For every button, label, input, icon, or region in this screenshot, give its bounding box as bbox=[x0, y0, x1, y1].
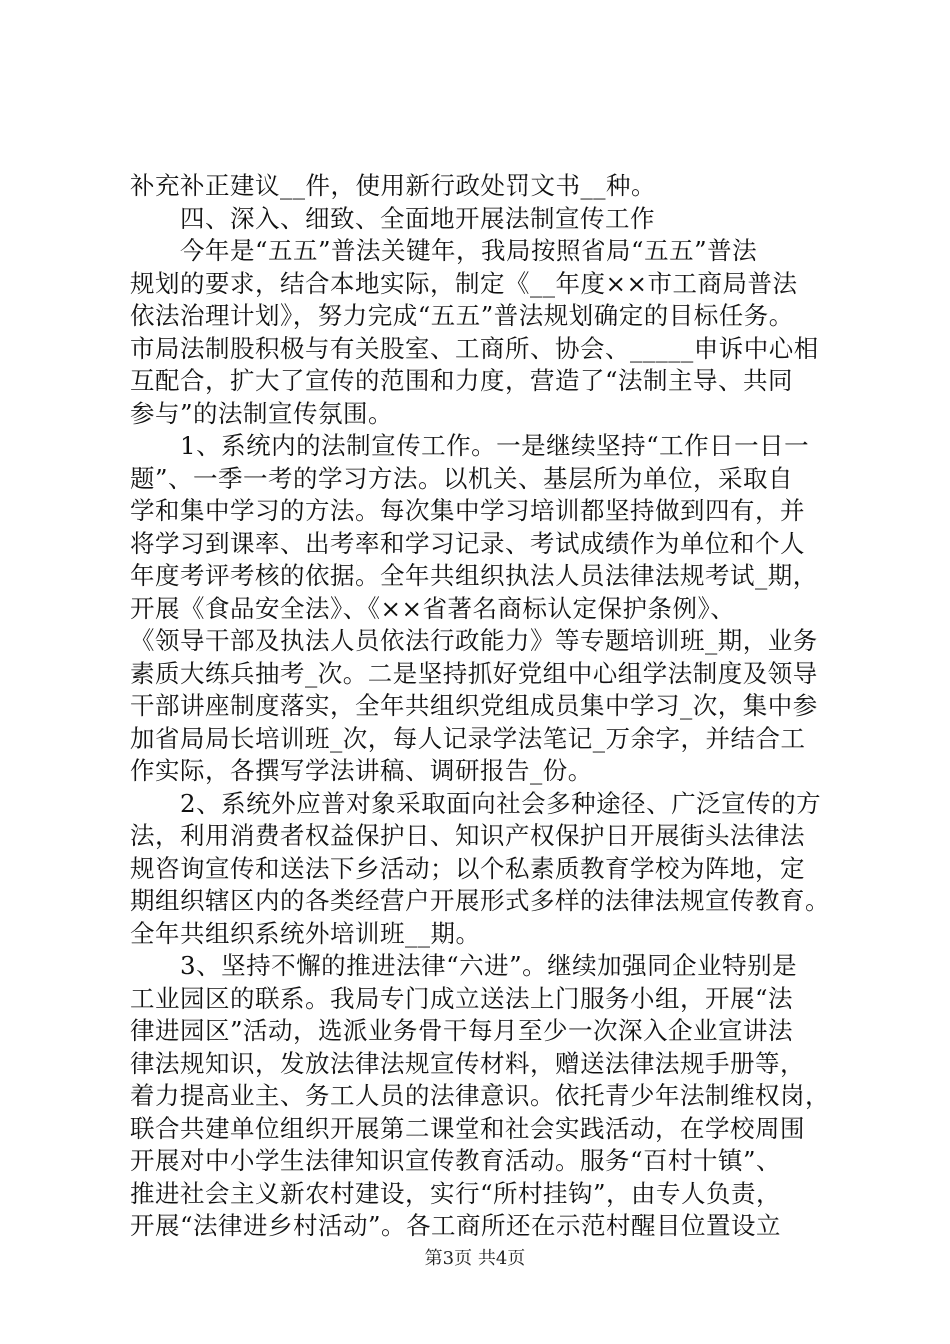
text-line: 规划的要求，结合本地实际，制定《__年度××市工商局普法 bbox=[130, 268, 798, 298]
text-line: 律进园区”活动，选派业务骨干每月至少一次深入企业宣讲法 bbox=[130, 1016, 794, 1045]
text-line: 参与”的法制宣传氛围。 bbox=[130, 398, 394, 428]
document-body bbox=[130, 170, 845, 1243]
text-line: 四、深入、细致、全面地开展法制宣传工作 bbox=[180, 203, 655, 233]
text-line: 开展《食品安全法》、《××省著名商标认定保护条例》、 bbox=[130, 593, 736, 623]
text-line: 全年共组织系统外培训班__期。 bbox=[130, 918, 481, 948]
text-line: 互配合，扩大了宣传的范围和力度，营造了“法制主导、共同 bbox=[130, 366, 794, 395]
text-line: 题”、一季一考的学习方法。以机关、基层所为单位，采取自 bbox=[130, 463, 794, 493]
text-line: 联合共建单位组织开展第二课堂和社会实践活动，在学校周围 bbox=[130, 1113, 805, 1143]
text-line: 《领导干部及执法人员依法行政能力》等专题培训班_期，业务 bbox=[130, 626, 818, 655]
text-line: 律法规知识，发放法律法规宣传材料，赠送法律法规手册等， bbox=[130, 1048, 805, 1078]
text-line: 工业园区的联系。我局专门成立送法上门服务小组，开展“法 bbox=[130, 983, 794, 1013]
text-line: 作实际，各撰写学法讲稿、调研报告_份。 bbox=[130, 756, 593, 785]
text-line: 期组织辖区内的各类经营户开展形式多样的法律法规宣传教育。 bbox=[130, 886, 830, 915]
text-line: 着力提高业主、务工人员的法律意识。依托青少年法制维权岗， bbox=[130, 1081, 830, 1110]
page-number-label: 第3页 共4页 bbox=[424, 1248, 526, 1269]
text-line: 法，利用消费者权益保护日、知识产权保护日开展街头法律法 bbox=[130, 821, 805, 850]
page-footer bbox=[0, 1244, 950, 1270]
text-line: 补充补正建议__件，使用新行政处罚文书__种。 bbox=[130, 171, 656, 200]
text-line: 学和集中学习的方法。每次集中学习培训都坚持做到四有，并 bbox=[130, 496, 805, 525]
text-line: 规咨询宣传和送法下乡活动；以个私素质教育学校为阵地，定 bbox=[130, 853, 805, 883]
text-line: 开展对中小学生法律知识宣传教育活动。服务“百村十镇”、 bbox=[130, 1146, 782, 1175]
text-line: 年度考评考核的依据。全年共组织执法人员法律法规考试_期， bbox=[130, 561, 818, 590]
text-line: 1、系统内的法制宣传工作。一是继续坚持“工作日一日一 bbox=[180, 431, 810, 460]
text-line: 推进社会主义新农村建设，实行“所村挂钩”，由专人负责， bbox=[130, 1178, 782, 1208]
text-line: 将学习到课率、出考率和学习记录、考试成绩作为单位和个人 bbox=[130, 528, 805, 558]
text-line: 市局法制股积极与有关股室、工商所、协会、_____申诉中心相 bbox=[130, 333, 819, 363]
text-line: 干部讲座制度落实，全年共组织党组成员集中学习_次，集中参 bbox=[130, 691, 818, 720]
text-line: 依法治理计划》，努力完成“五五”普法规划确定的目标任务。 bbox=[130, 301, 794, 330]
text-line: 3、坚持不懈的推进法律“六进”。继续加强同企业特别是 bbox=[180, 951, 798, 980]
text-line: 素质大练兵抽考_次。二是坚持抓好党组中心组学法制度及领导 bbox=[130, 658, 818, 688]
text-line: 加省局局长培训班_次，每人记录学法笔记_万余字，并结合工 bbox=[130, 723, 806, 753]
text-line: 开展“法律进乡村活动”。各工商所还在示范村醒目位置设立 bbox=[130, 1211, 782, 1240]
text-line: 2、系统外应普对象采取面向社会多种途径、广泛宣传的方 bbox=[180, 788, 822, 818]
text-line: 今年是“五五”普法关键年，我局按照省局“五五”普法 bbox=[180, 236, 758, 265]
